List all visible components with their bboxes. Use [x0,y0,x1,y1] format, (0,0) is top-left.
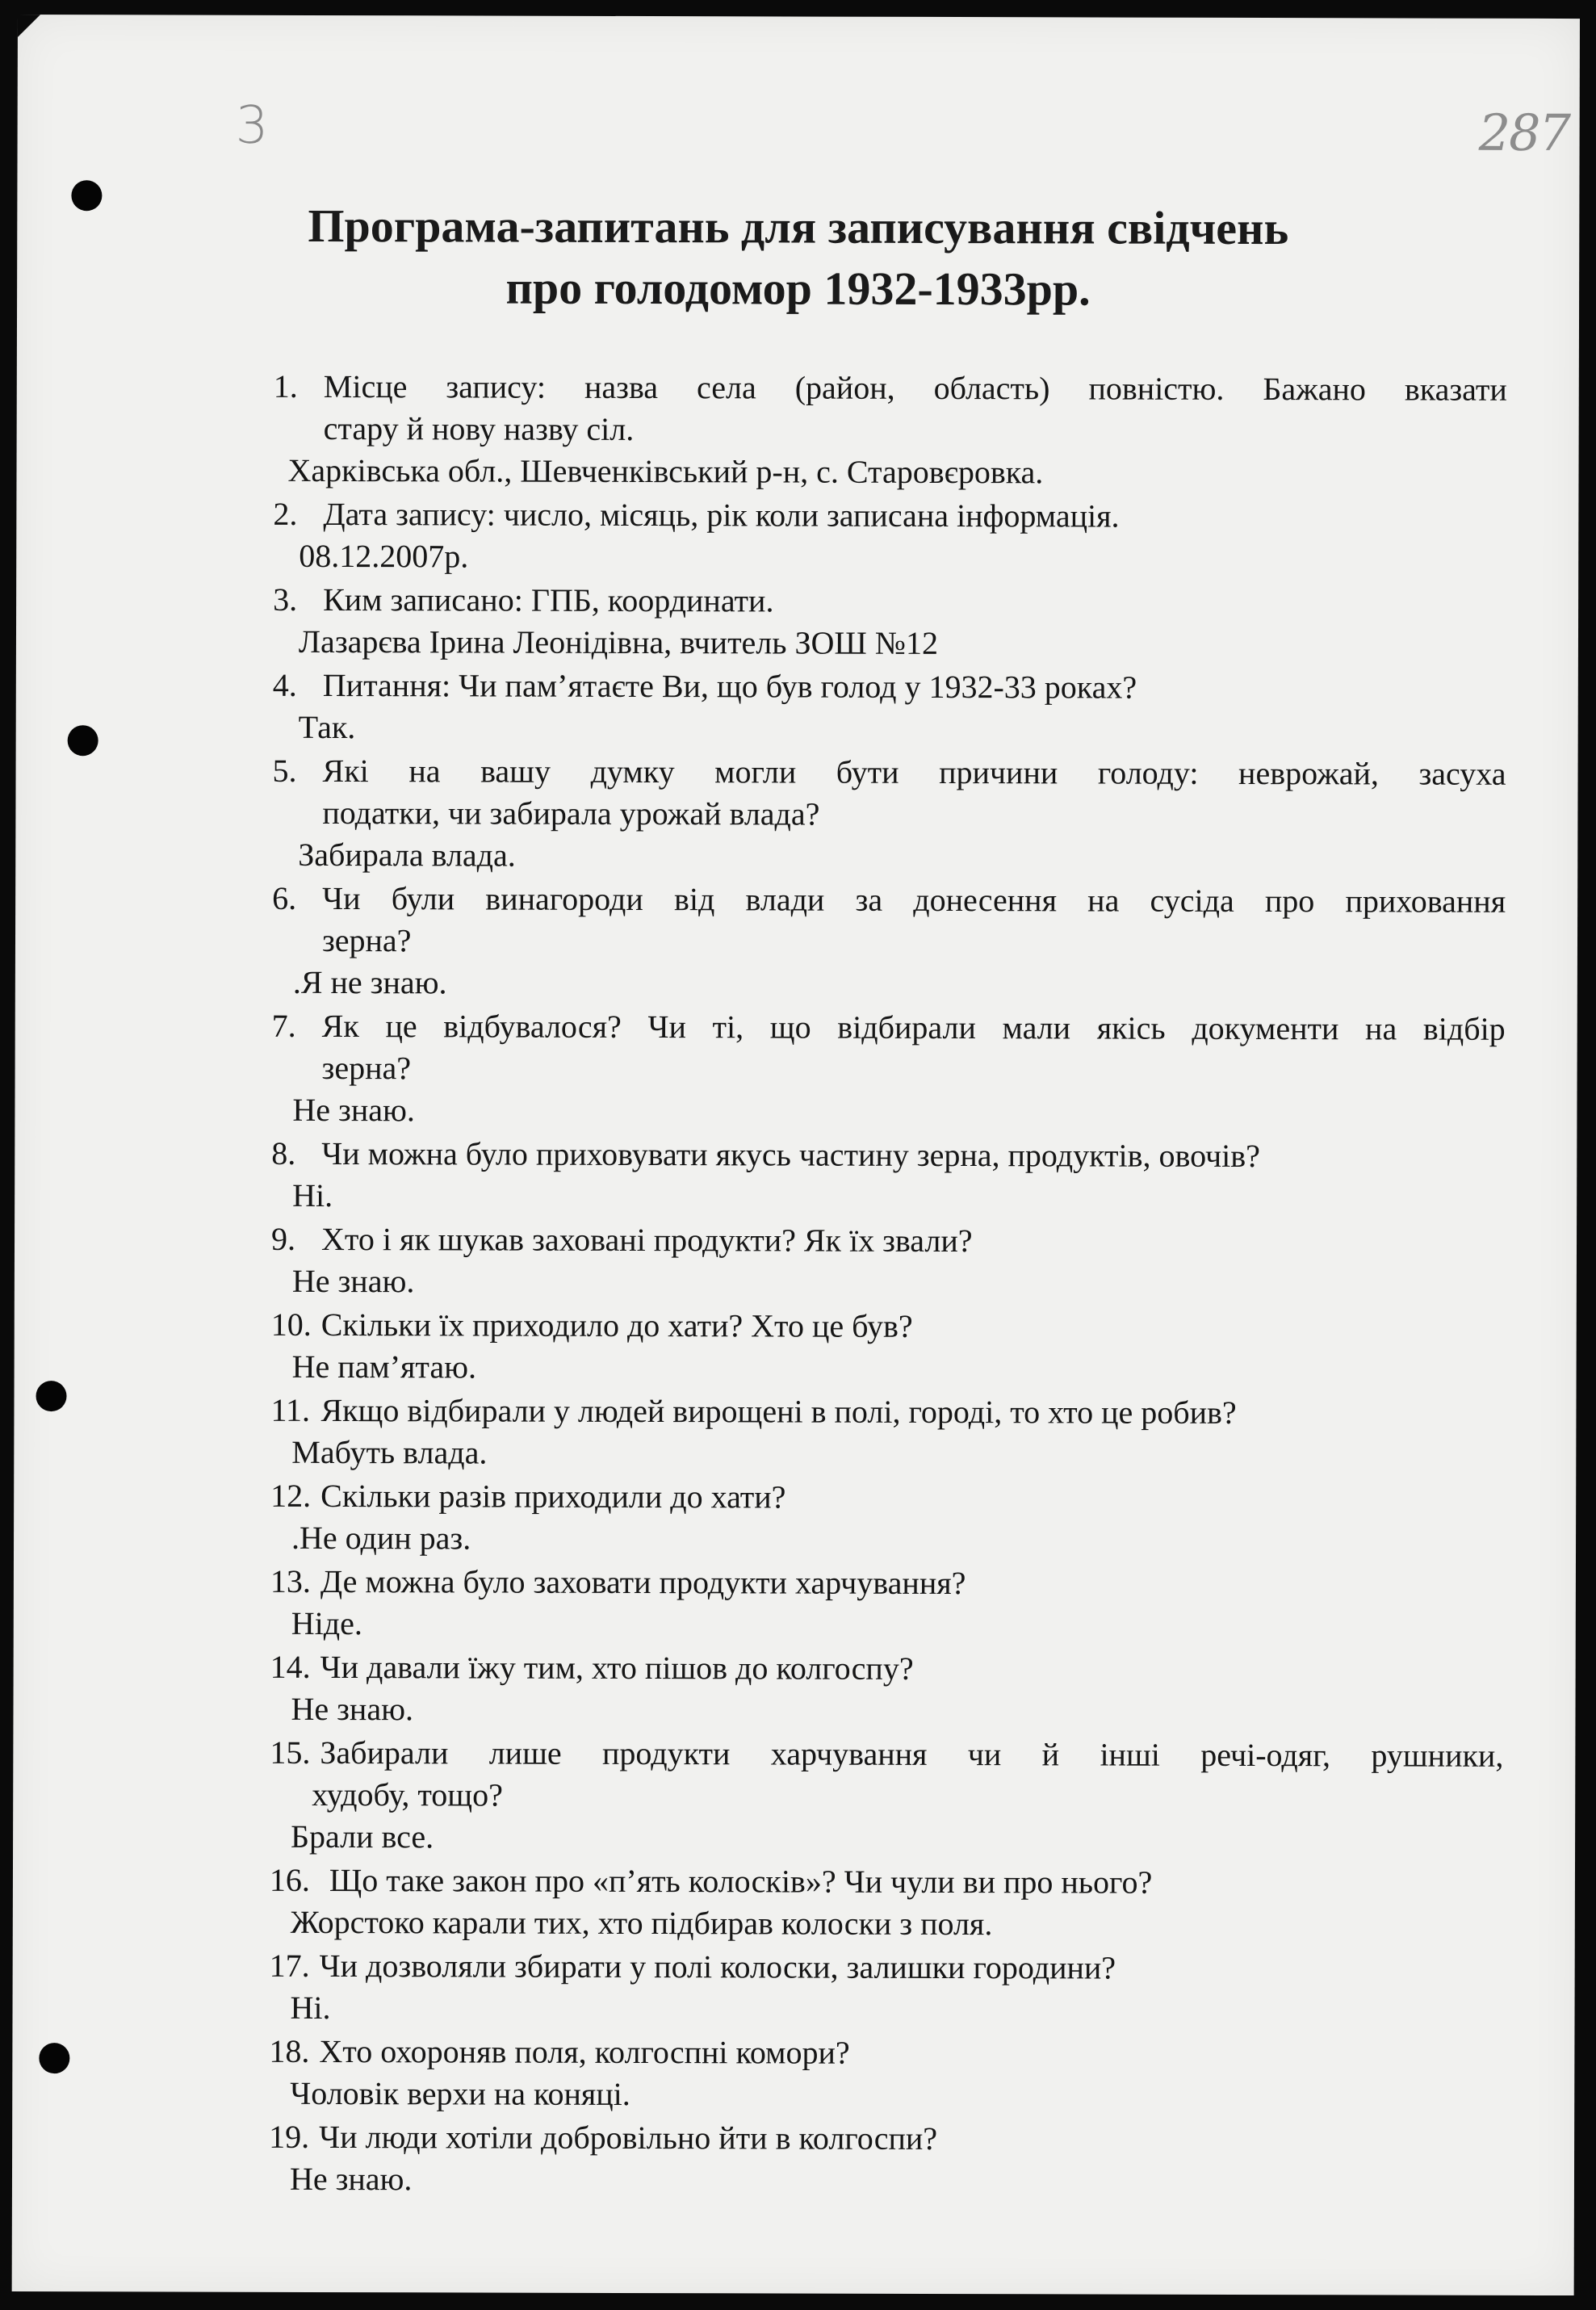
question-number: 19. [269,2118,310,2155]
document-title-line-2: про голодомор 1932-1933рр. [505,261,1091,316]
question-text: Чи давали їжу тим, хто пішов до колгоспу? [320,1648,914,1687]
answer-text: Так. [298,708,356,746]
answer-text: 08.12.2007р. [299,537,469,575]
question-number: 8. [271,1134,296,1172]
question-text: Які на вашу думку могли бути причини голоду: неврожай, засуха [322,752,1506,792]
document-title-line-1: Програма-запитань для записування свідчень [308,199,1289,255]
answer-text: Не знаю. [292,1091,415,1129]
question-text: Ким записано: ГПБ, координати. [323,581,774,619]
question-text: Чи дозволяли збирати у полі колоски, залишки городини? [319,1947,1116,1986]
question-number: 13. [270,1562,311,1599]
question-number: 14. [270,1648,311,1685]
answer-text: Мабуть влада. [291,1433,488,1471]
question-text-cont: зерна? [321,921,412,959]
answer-text: Харківська обл., Шевченківський р-н, с. Старовєровка. [287,451,1044,491]
question-text: Скільки їх приходило до хати? Хто це був? [320,1306,913,1344]
question-text-cont: стару й нову назву сіл. [323,409,635,447]
handwritten-page-number: 3 [235,95,269,156]
answer-text: .Я не знаю. [292,963,447,1001]
handwritten-sheet-number: 287 [1478,103,1570,163]
question-number: 15. [270,1734,311,1771]
answer-text: .Не один раз. [291,1519,471,1557]
answer-text: Не знаю. [291,1690,414,1728]
question-text: Хто і як шукав заховані продукти? Як їх звали? [320,1220,973,1260]
answer-text: Забирала влада. [298,836,516,874]
question-number: 3. [273,581,298,618]
answer-text: Не пам’ятаю. [291,1348,477,1386]
question-number: 2. [273,495,298,532]
answer-text: Не знаю. [289,2160,413,2198]
question-text: Чи були винагороди від влади за донесення на сусіда про приховання [322,879,1506,920]
question-number: 12. [270,1477,312,1514]
answer-text: Брали все. [291,1817,434,1855]
question-text: Як це відбувалося? Чи ті, що відбирали мали якісь документи на відбір [321,1007,1506,1047]
question-number: 4. [272,666,297,703]
question-text: Чи можна було приховувати якусь частину зерна, продуктів, овочів? [321,1134,1261,1175]
question-number: 1. [273,367,298,405]
question-text: Чи люди хотіли добровільно йти в колгоспи? [319,2118,938,2157]
question-text: Де можна було заховати продукти харчування? [320,1562,966,1602]
answer-text: Ні. [290,1989,331,2027]
question-number: 11. [270,1391,311,1428]
question-number: 18. [269,2032,310,2069]
question-text: Хто охороняв поля, колгоспні комори? [319,2032,850,2071]
question-text: Дата запису: число, місяць, рік коли записана інформація. [323,495,1120,535]
question-number: 16. [269,1861,311,1898]
question-text: Скільки разів приходили до хати? [320,1477,786,1516]
question-text: Якщо відбирали у людей вирощені в полі, городі, то хто це робив? [320,1391,1237,1431]
question-text-cont: податки, чи забирала урожай влада? [322,794,820,832]
question-number: 9. [270,1220,296,1257]
answer-text: Не знаю. [291,1262,415,1300]
question-number: 10. [270,1306,312,1343]
question-number: 5. [272,752,297,789]
question-text-cont: зерна? [321,1049,412,1087]
questionnaire-list [12,15,1580,2295]
question-text: Забирали лише продукти харчування чи й інші речі-одяг, рушники, [320,1734,1504,1774]
question-number: 7. [271,1007,296,1044]
answer-text: Ні. [292,1176,333,1214]
answer-text: Ніде. [291,1604,362,1642]
answer-text: Жорстоко карали тих, хто підбирав колоски з поля. [290,1903,993,1943]
question-number: 6. [272,879,297,916]
question-text: Що таке закон про «п’ять колосків»? Чи чули ви про нього? [329,1862,1153,1901]
question-text-cont: худобу, тощо? [312,1775,503,1813]
answer-text: Чоловік верхи на коняці. [290,2074,630,2112]
document-page [12,15,1580,2295]
question-text: Місце запису: назва села (район, область) повністю. Бажано вказати [323,367,1507,408]
answer-text: Лазарєва Ірина Леонідівна, вчитель ЗОШ №12 [298,623,939,661]
question-number: 17. [269,1947,310,1984]
question-text: Питання: Чи пам’ятаєте Ви, що був голод у 1932-33 роках? [322,666,1137,706]
